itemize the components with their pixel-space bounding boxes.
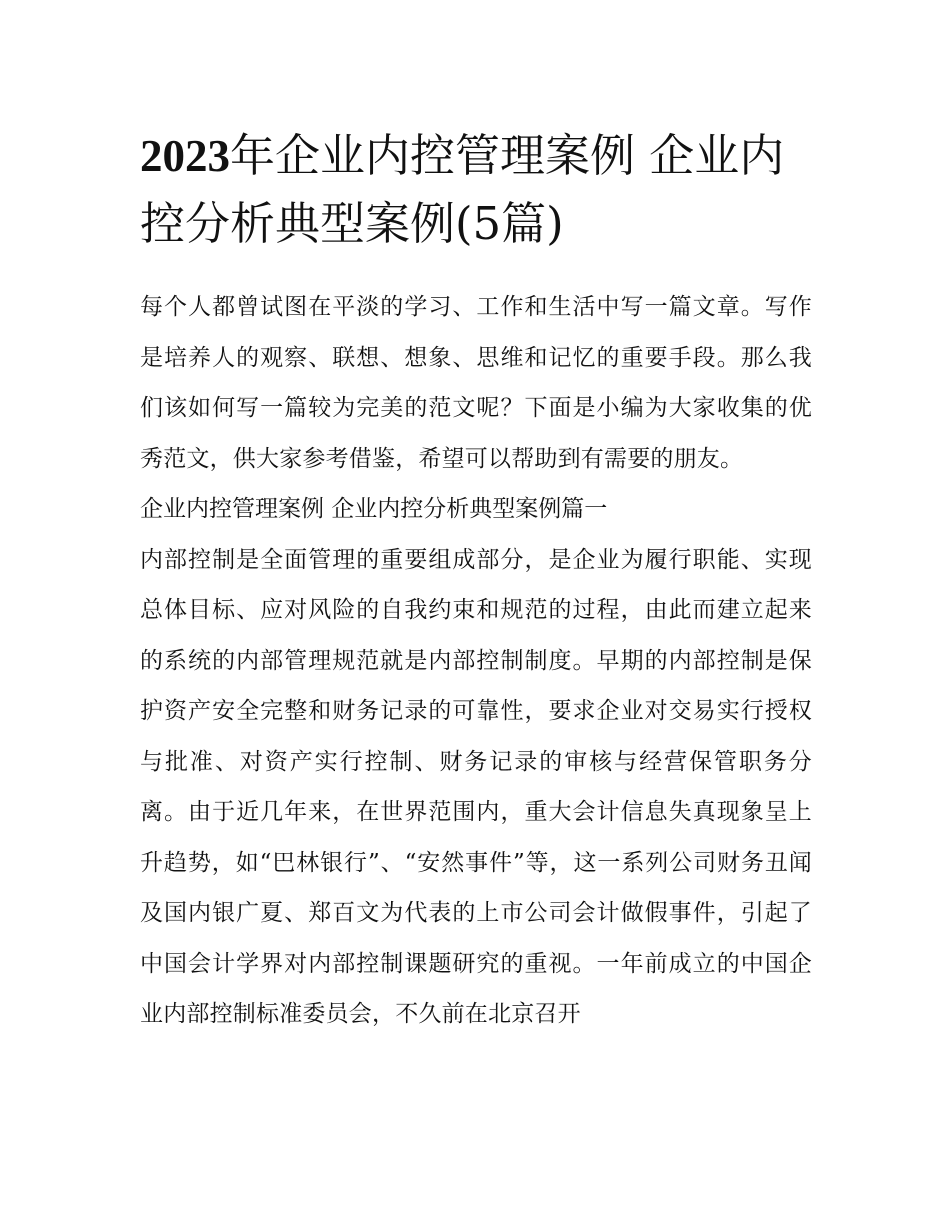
intro-paragraph: 每个人都曾试图在平淡的学习、工作和生活中写一篇文章。写作是培养人的观察、联想、想象、思维和记忆的重要手段。那么我们该如何写一篇较为完美的范文呢？下面是小编为大家收集的优秀范文，供大家参考借鉴，希望可以帮助到有需要的朋友。	[140, 294, 812, 472]
section-heading: 企业内控管理案例 企业内控分析典型案例篇一	[140, 496, 608, 522]
title-text: 年企业内控管理案例 企业内控分析典型案例(5篇)	[140, 129, 785, 250]
body-paragraph: 内部控制是全面管理的重要组成部分，是企业为履行职能、实现总体目标、应对风险的自我约束和规范的过程，由此而建立起来的系统的内部管理规范就是内部控制制度。早期的内部控制是保护资产安全完整和财务记录的可靠性，要求企业对交易实行授权与批准、对资产实行控制、财务记录的审核与经营保管职务分离。由于近几年来，在世界范围内，重大会计信息失真现象呈上升趋势，如“巴林银行”、“安然事件”等，这一系列公司财务丑闻及国内银广夏、郑百文为代表的上市公司会计做假事件，引起了中国会计学界对内部控制课题研究的重视。一年前成立的中国企业内部控制标准委员会，不久前在北京召开	[140, 546, 812, 1027]
title-year: 2023	[140, 131, 230, 181]
document-content	[140, 122, 812, 1040]
document-title	[140, 122, 812, 258]
